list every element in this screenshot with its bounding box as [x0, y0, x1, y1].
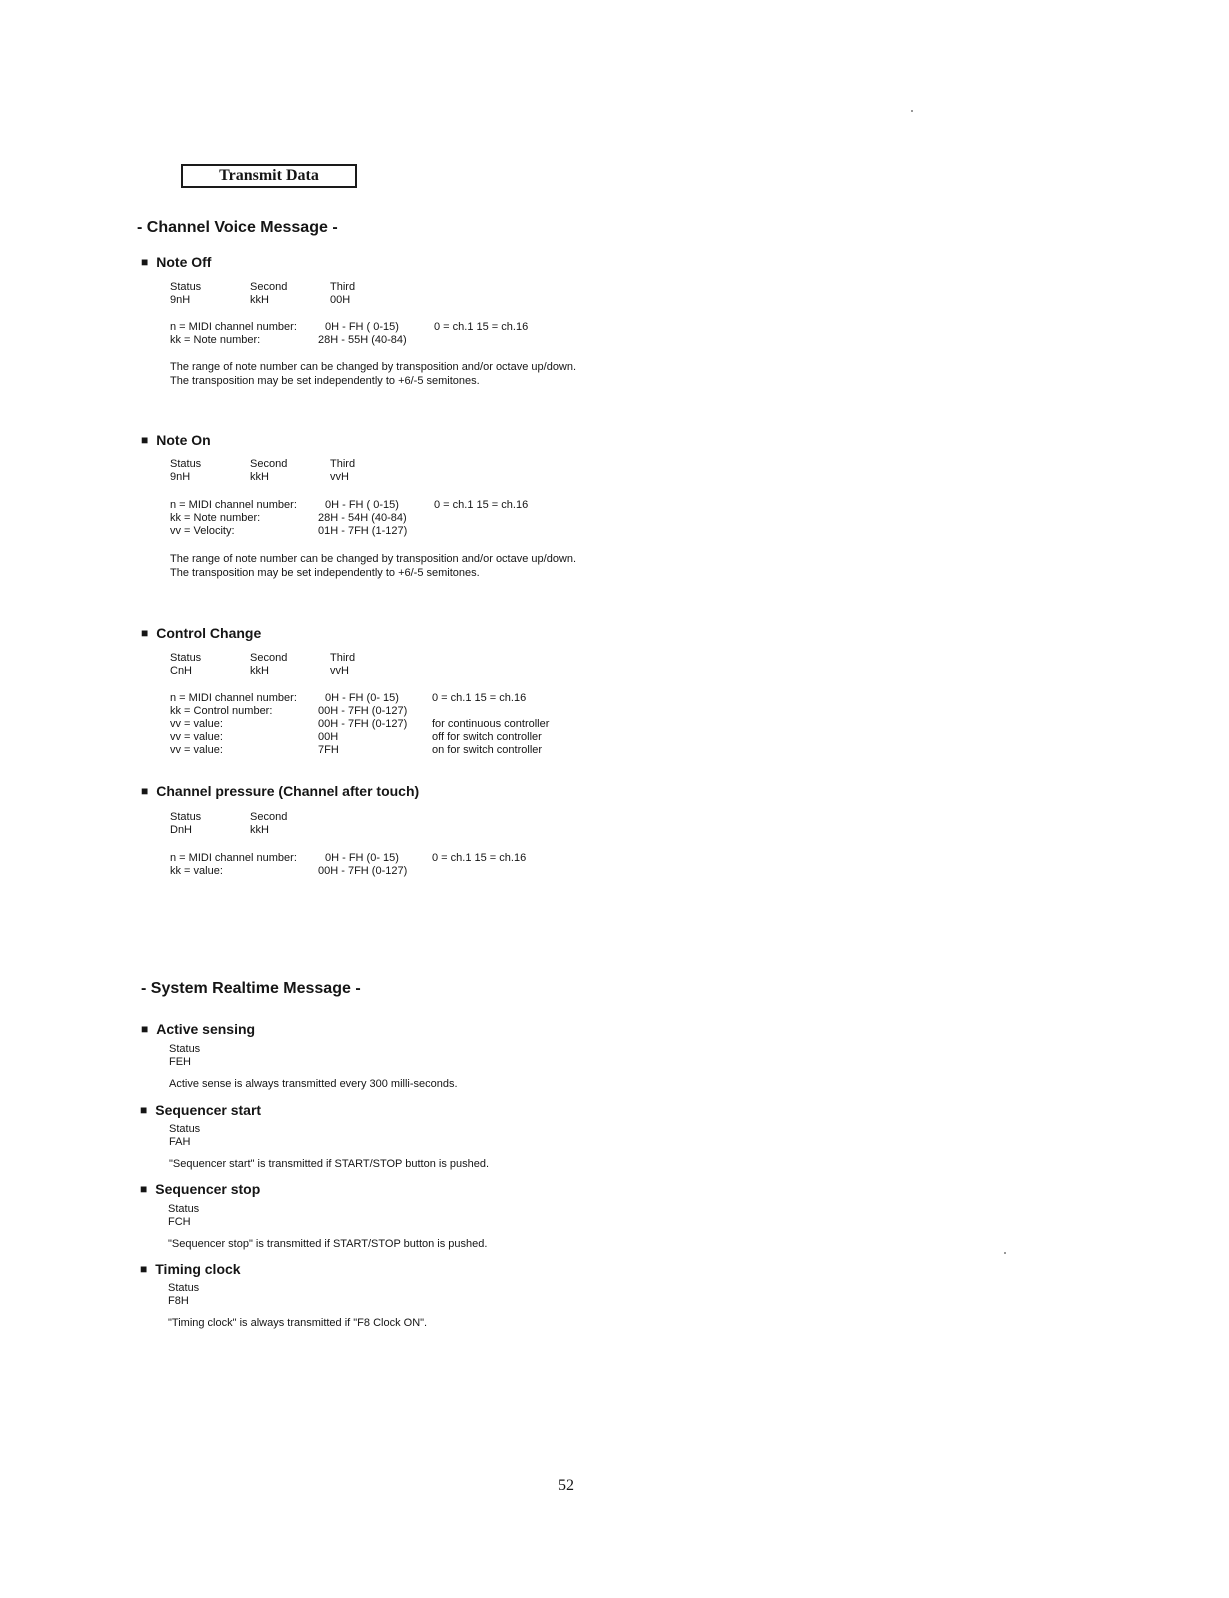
channel-pressure-status-value: DnH [170, 824, 193, 836]
control-change-row-range: 00H [318, 731, 339, 743]
control-change-status-value: CnH [170, 665, 193, 677]
note-on-third-header: Third [330, 458, 356, 470]
timing-clock-status-value: F8H [168, 1295, 189, 1307]
control-change-row-range: 00H - 7FH (0-127) [318, 718, 408, 730]
note-on-second-value: kkH [250, 471, 269, 483]
channel-pressure-second-value: kkH [250, 824, 269, 836]
note-off-row-range: 0H - FH ( 0-15) [325, 321, 399, 333]
section-title-box: Transmit Data [181, 164, 357, 188]
note-off-row-label: kk = Note number: [170, 334, 261, 346]
control-change-third-value: vvH [330, 665, 349, 677]
bullet-icon: ■ [141, 626, 149, 640]
note-off-status-header: Status [170, 281, 202, 293]
channel-pressure-status-header: Status [170, 811, 202, 823]
channel-pressure-title: Channel pressure (Channel after touch) [156, 783, 420, 799]
note-on-row-range: 0H - FH ( 0-15) [325, 499, 399, 511]
note-off-third-value: 00H [330, 294, 351, 306]
scan-speck [911, 110, 913, 112]
control-change-row-label: n = MIDI channel number: [170, 692, 297, 704]
note-on-row-label: kk = Note number: [170, 512, 261, 524]
bullet-icon: ■ [141, 255, 149, 269]
note-off-title: Note Off [156, 254, 212, 270]
control-change-row-label: vv = value: [170, 744, 223, 756]
note-on-row-label: n = MIDI channel number: [170, 499, 297, 511]
control-change-row-note: on for switch controller [432, 744, 543, 756]
system-realtime-heading: - System Realtime Message - [141, 980, 361, 997]
note-on-third-value: vvH [330, 471, 349, 483]
note-on-title: Note On [156, 432, 211, 448]
note-off-heading [141, 254, 211, 270]
bullet-icon: ■ [141, 784, 149, 798]
scan-speck [1004, 1252, 1006, 1254]
sequencer-stop-status-value: FCH [168, 1216, 191, 1228]
timing-clock-status-label: Status [168, 1282, 200, 1294]
sequencer-start-title: Sequencer start [155, 1102, 262, 1118]
control-change-heading [141, 625, 261, 641]
channel-pressure-row-label: kk = value: [170, 865, 223, 877]
control-change-status-header: Status [170, 652, 202, 664]
control-change-row-label: kk = Control number: [170, 705, 273, 717]
bullet-icon: ■ [140, 1262, 148, 1276]
control-change-third-header: Third [330, 652, 356, 664]
note-off-description: The range of note number can be changed by transposition and/or octave up/down. The transposition may be set independently to +6/-5 semitones. [170, 361, 577, 387]
note-off-third-header: Third [330, 281, 356, 293]
page-number: 52 [558, 1477, 574, 1494]
note-off-second-value: kkH [250, 294, 269, 306]
note-on-row-note: 0 = ch.1 15 = ch.16 [434, 499, 529, 511]
sequencer-start-heading [140, 1102, 261, 1118]
channel-pressure-row-range: 00H - 7FH (0-127) [318, 865, 408, 877]
control-change-row-label: vv = value: [170, 731, 223, 743]
timing-clock-title: Timing clock [155, 1261, 241, 1277]
channel-pressure-second-header: Second [250, 811, 288, 823]
control-change-second-value: kkH [250, 665, 269, 677]
control-change-row-note: off for switch controller [432, 731, 542, 743]
control-change-title: Control Change [156, 625, 262, 641]
channel-pressure-row-range: 0H - FH (0- 15) [325, 852, 399, 864]
active-sensing-status-label: Status [169, 1043, 201, 1055]
bullet-icon: ■ [140, 1103, 148, 1117]
note-on-description: The range of note number can be changed by transposition and/or octave up/down. The transposition may be set independently to +6/-5 semitones. [170, 553, 577, 579]
bullet-icon: ■ [140, 1182, 148, 1196]
bullet-icon: ■ [141, 433, 149, 447]
control-change-row-range: 0H - FH (0- 15) [325, 692, 399, 704]
channel-voice-heading: - Channel Voice Message - [137, 219, 338, 236]
control-change-row-note: 0 = ch.1 15 = ch.16 [432, 692, 527, 704]
timing-clock-heading [140, 1261, 241, 1277]
channel-pressure-row-note: 0 = ch.1 15 = ch.16 [432, 852, 527, 864]
note-on-row-range: 01H - 7FH (1-127) [318, 525, 408, 537]
note-on-status-header: Status [170, 458, 202, 470]
channel-pressure-heading [141, 783, 419, 799]
note-on-status-value: 9nH [170, 471, 191, 483]
note-on-second-header: Second [250, 458, 288, 470]
note-off-row-label: n = MIDI channel number: [170, 321, 297, 333]
sequencer-stop-status-label: Status [168, 1203, 200, 1215]
control-change-row-range: 7FH [318, 744, 339, 756]
active-sensing-description: Active sense is always transmitted every 300 milli-seconds. [169, 1078, 458, 1090]
bullet-icon: ■ [141, 1022, 149, 1036]
note-off-second-header: Second [250, 281, 288, 293]
sequencer-stop-description: "Sequencer stop" is transmitted if START/STOP button is pushed. [168, 1238, 488, 1250]
active-sensing-heading [141, 1021, 255, 1037]
sequencer-start-status-label: Status [169, 1123, 201, 1135]
control-change-row-note: for continuous controller [432, 718, 550, 730]
timing-clock-description: "Timing clock" is always transmitted if "F8 Clock ON". [168, 1317, 428, 1329]
note-on-row-label: vv = Velocity: [170, 525, 235, 537]
sequencer-stop-title: Sequencer stop [155, 1181, 261, 1197]
active-sensing-title: Active sensing [156, 1021, 256, 1037]
note-off-row-note: 0 = ch.1 15 = ch.16 [434, 321, 529, 333]
channel-pressure-row-label: n = MIDI channel number: [170, 852, 297, 864]
control-change-second-header: Second [250, 652, 288, 664]
sequencer-start-status-value: FAH [169, 1136, 191, 1148]
control-change-row-range: 00H - 7FH (0-127) [318, 705, 408, 717]
sequencer-stop-heading [140, 1181, 260, 1197]
control-change-row-label: vv = value: [170, 718, 223, 730]
note-off-status-value: 9nH [170, 294, 191, 306]
note-on-row-range: 28H - 54H (40-84) [318, 512, 407, 524]
active-sensing-status-value: FEH [169, 1056, 191, 1068]
note-on-heading [141, 432, 211, 448]
sequencer-start-description: "Sequencer start" is transmitted if START/STOP button is pushed. [169, 1158, 490, 1170]
note-off-row-range: 28H - 55H (40-84) [318, 334, 407, 346]
